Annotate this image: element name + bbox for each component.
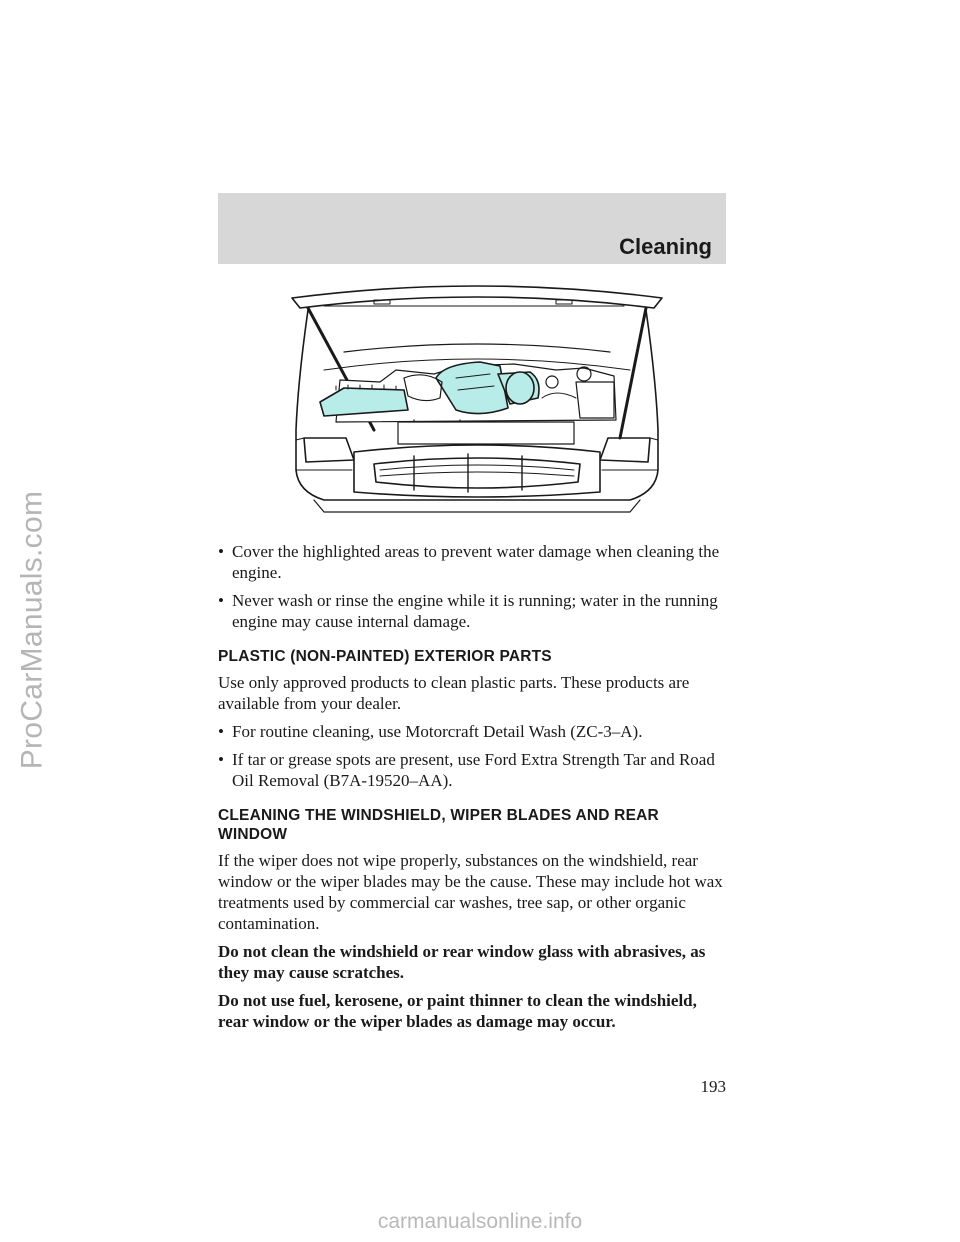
bullet-mark: • — [218, 750, 224, 769]
list-item — [218, 721, 728, 742]
plastic-parts-heading: PLASTIC (NON-PAINTED) EXTERIOR PARTS — [218, 648, 552, 665]
windshield-intro: If the wiper does not wipe properly, substances on the windshield, rear window or the wiper blades may be the cause. These may include hot wax treatments used by commercial car washes, tree sap, or other organic contamination. — [218, 851, 723, 933]
list-item — [218, 749, 728, 791]
page-content — [218, 541, 728, 1039]
bottom-watermark: carmanualsonline.info — [377, 1210, 583, 1233]
plastic-parts-intro: Use only approved products to clean plastic parts. These products are available from your dealer. — [218, 673, 690, 713]
side-watermark-text: ProCarManuals.com — [15, 490, 48, 770]
windshield-heading: CLEANING THE WINDSHIELD, WIPER BLADES AND REAR WINDOW — [218, 807, 659, 843]
bullet-mark: • — [218, 542, 224, 561]
bullet-text: For routine cleaning, use Motorcraft Detail Wash (ZC-3–A). — [232, 722, 643, 741]
abrasives-warning: Do not clean the windshield or rear window glass with abrasives, as they may cause scratches. — [218, 942, 706, 982]
list-item — [218, 541, 728, 583]
bullet-text: If tar or grease spots are present, use Ford Extra Strength Tar and Road Oil Removal (B7A-19520–AA). — [232, 750, 715, 790]
solvents-warning: Do not use fuel, kerosene, or paint thinner to clean the windshield, rear window or the wiper blades as damage may occur. — [218, 991, 697, 1031]
open-hood-engine-illustration-icon — [284, 270, 670, 515]
bullet-mark: • — [218, 722, 224, 741]
side-watermark — [12, 420, 52, 840]
bullet-mark: • — [218, 591, 224, 610]
bullet-text: Never wash or rinse the engine while it is running; water in the running engine may cause internal damage. — [232, 591, 718, 631]
page-number: 193 — [700, 1077, 726, 1096]
section-header-band — [218, 193, 726, 264]
list-item — [218, 590, 728, 632]
engine-figure — [284, 270, 670, 515]
section-title: Cleaning — [619, 234, 712, 259]
bullet-text: Cover the highlighted areas to prevent water damage when cleaning the engine. — [232, 542, 720, 582]
